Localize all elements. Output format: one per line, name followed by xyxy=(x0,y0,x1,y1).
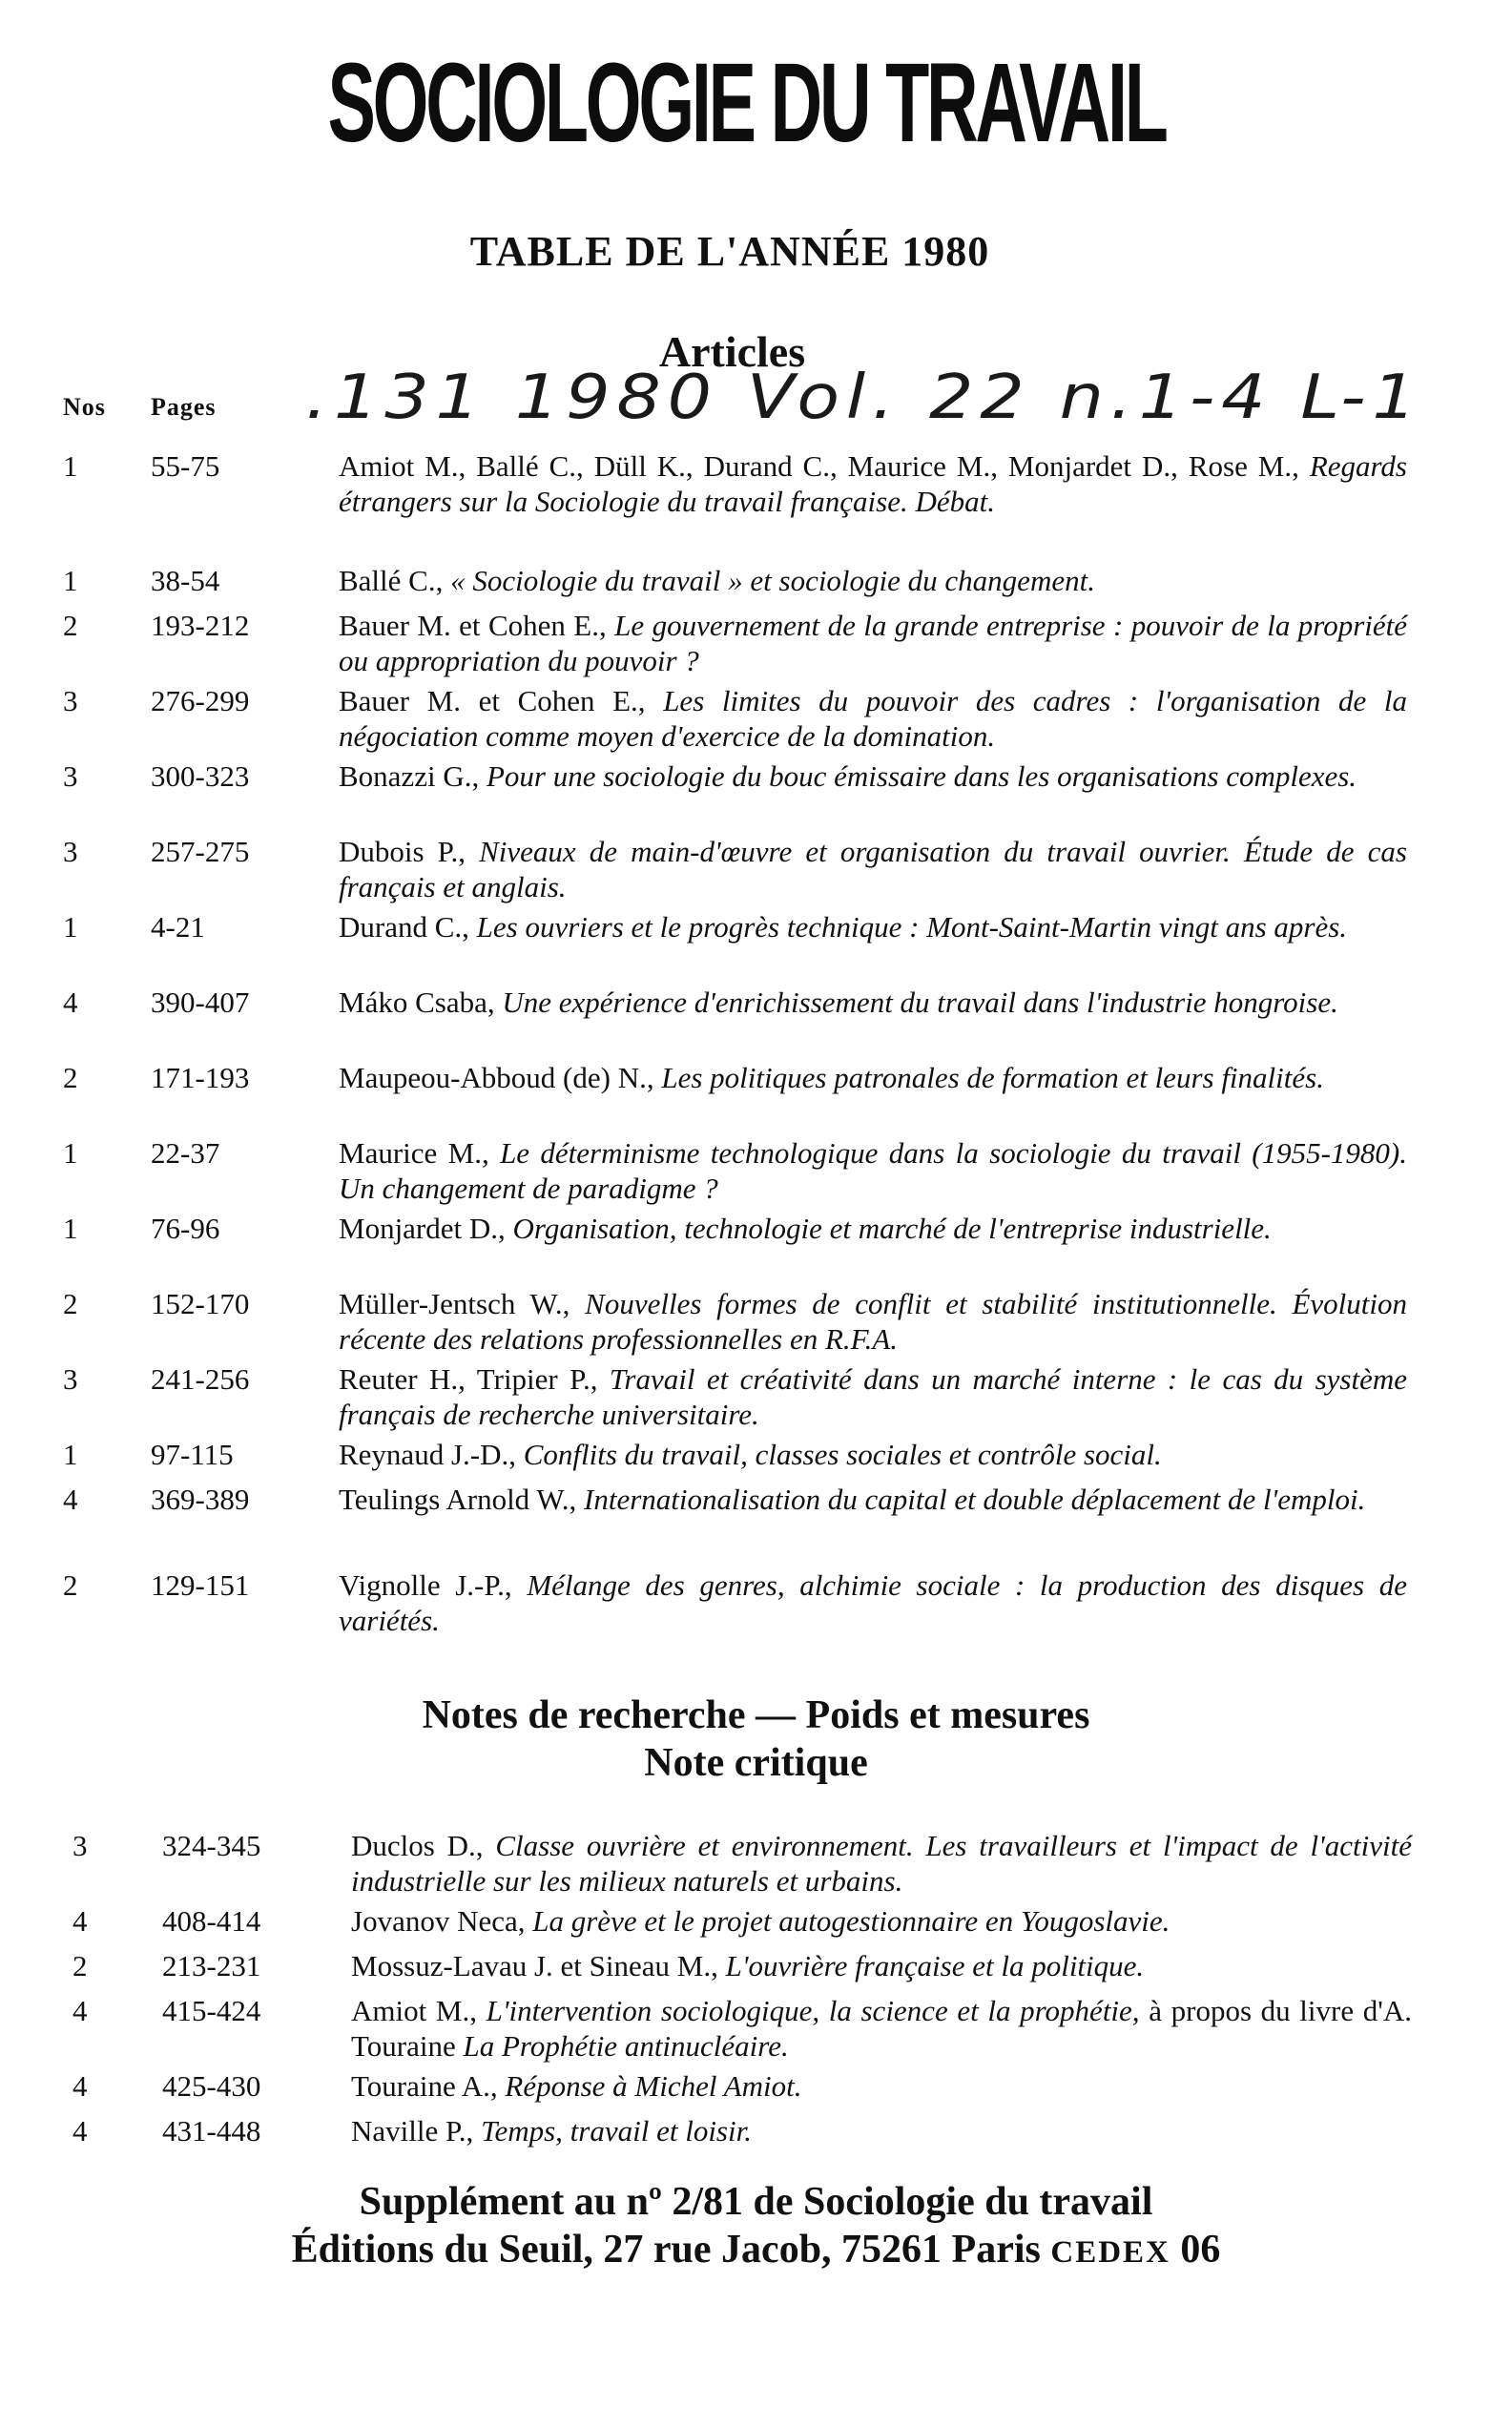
article-reference xyxy=(339,1211,1407,1246)
issue-number: 2 xyxy=(63,1061,78,1094)
page-range: 22-37 xyxy=(151,1136,220,1170)
article-title: Niveaux de main-d'œuvre et organisation du travail ouvrier. Étude de cas français et anglais. xyxy=(339,835,1407,903)
page-range: 408-414 xyxy=(162,1904,261,1938)
article-reference xyxy=(339,1567,1407,1638)
issue-number: 1 xyxy=(63,1438,78,1471)
issue-number: 2 xyxy=(63,609,78,642)
article-reference xyxy=(339,1482,1407,1517)
notes-heading-line-2: Note critique xyxy=(644,1741,868,1785)
issue-number: 1 xyxy=(63,564,78,597)
issue-number: 2 xyxy=(63,1568,78,1602)
note-title: L'intervention sociologique, la science et la prophétie, xyxy=(486,1994,1140,2027)
article-authors: Monjardet D., xyxy=(339,1212,513,1245)
issue-number: 4 xyxy=(63,1483,78,1516)
page-range: 76-96 xyxy=(151,1212,220,1245)
page-range: 300-323 xyxy=(151,759,250,793)
page-range: 425-430 xyxy=(162,2069,261,2103)
article-authors: Máko Csaba, xyxy=(339,986,503,1019)
note-reference xyxy=(351,2113,1412,2148)
note-title: La grève et le projet autogestionnaire en Yougoslavie. xyxy=(532,1904,1170,1938)
article-title: Organisation, technologie et marché de l'entreprise industrielle. xyxy=(512,1212,1272,1245)
article-reference xyxy=(339,1437,1407,1472)
issue-number: 1 xyxy=(63,449,78,483)
column-header-number: Nos xyxy=(63,393,106,421)
article-authors: Dubois P., xyxy=(339,835,480,868)
article-authors: Maurice M., xyxy=(339,1136,501,1170)
note-extra-title: La Prophétie antinucléaire. xyxy=(463,2029,789,2063)
article-authors: Durand C., xyxy=(339,910,477,944)
note-extra: à propos du livre d'A. Touraine xyxy=(351,1994,1412,2063)
footer-cedex: CEDEX xyxy=(1050,2235,1170,2270)
year-title: TABLE DE L'ANNÉE 1980 xyxy=(469,228,990,275)
column-header-pages: Pages xyxy=(151,393,217,421)
article-title: Internationalisation du capital et double déplacement de l'emploi. xyxy=(584,1483,1366,1516)
footer-publisher-address: Éditions du Seuil, 27 rue Jacob, 75261 Paris xyxy=(291,2228,1051,2272)
article-authors: Reuter H., Tripier P., xyxy=(339,1362,610,1396)
note-authors: Duclos D., xyxy=(351,1829,496,1862)
note-reference xyxy=(351,2068,1412,2104)
article-title: Pour une sociologie du bouc émissaire dans les organisations complexes. xyxy=(486,759,1357,793)
page-range: 257-275 xyxy=(151,835,250,868)
article-reference xyxy=(339,1286,1407,1357)
page-range: 193-212 xyxy=(151,609,250,642)
issue-number: 4 xyxy=(72,1994,88,2027)
supplement-footer xyxy=(0,2178,1512,2276)
issue-number: 4 xyxy=(72,2069,88,2103)
note-authors: Mossuz-Lavau J. et Sineau M., xyxy=(351,1949,726,1982)
article-authors: Bauer M. et Cohen E., xyxy=(339,609,615,642)
article-authors: Teulings Arnold W., xyxy=(339,1483,585,1516)
issue-number: 2 xyxy=(63,1287,78,1320)
issue-number: 4 xyxy=(72,1904,88,1938)
page-range: 4-21 xyxy=(151,910,205,944)
page-range: 390-407 xyxy=(151,986,250,1019)
footer-postal-suffix: 06 xyxy=(1170,2228,1221,2272)
page-range: 38-54 xyxy=(151,564,220,597)
page-range: 276-299 xyxy=(151,684,250,717)
article-title: Le déterminisme technologique dans la sociologie du travail (1955-1980). Un changement de paradigme ? xyxy=(339,1136,1408,1205)
issue-number: 3 xyxy=(63,835,78,868)
note-reference xyxy=(351,1948,1412,1983)
article-reference xyxy=(339,1060,1407,1095)
article-authors: Reynaud J.-D., xyxy=(339,1438,524,1471)
issue-number: 1 xyxy=(63,910,78,944)
article-authors: Bonazzi G., xyxy=(339,759,487,793)
notes-heading-line-1: Notes de recherche — Poids et mesures xyxy=(422,1693,1090,1737)
article-authors: Bauer M. et Cohen E., xyxy=(339,684,664,717)
article-title: Les limites du pouvoir des cadres : l'organisation de la négociation comme moyen d'exercice de la domination. xyxy=(339,684,1407,753)
issue-number: 1 xyxy=(63,1136,78,1170)
note-title: Réponse à Michel Amiot. xyxy=(505,2069,802,2103)
article-reference xyxy=(339,563,1407,598)
article-reference xyxy=(339,1135,1407,1206)
page-range: 369-389 xyxy=(151,1483,250,1516)
article-reference xyxy=(339,834,1407,904)
article-reference xyxy=(339,448,1407,519)
note-title: Temps, travail et loisir. xyxy=(481,2114,752,2148)
page-range: 129-151 xyxy=(151,1568,250,1602)
issue-number: 2 xyxy=(72,1949,88,1982)
article-authors: Maupeou-Abboud (de) N., xyxy=(339,1061,662,1094)
article-reference xyxy=(339,985,1407,1020)
article-title: Regards étrangers sur la Sociologie du travail française. Débat. xyxy=(339,449,1407,518)
article-title: Les ouvriers et le progrès technique : Mont-Saint-Martin vingt ans après. xyxy=(476,910,1348,944)
article-title: Les politiques patronales de formation et leurs finalités. xyxy=(661,1061,1324,1094)
note-title: L'ouvrière française et la politique. xyxy=(725,1949,1145,1982)
handwritten-annotation: .131 1980 Vol. 22 n.1-4 L-1 xyxy=(305,363,1423,433)
article-authors: Amiot M., Ballé C., Düll K., Durand C., Maurice M., Monjardet D., Rose M., xyxy=(339,449,1310,483)
issue-number: 4 xyxy=(72,2114,88,2148)
journal-masthead: SOCIOLOGIE DU TRAVAIL xyxy=(327,40,1166,166)
page-range: 241-256 xyxy=(151,1362,250,1396)
article-title: Mélange des genres, alchimie sociale : la production des disques de variétés. xyxy=(339,1568,1407,1637)
issue-number: 3 xyxy=(63,759,78,793)
issue-number: 1 xyxy=(63,1212,78,1245)
issue-number: 3 xyxy=(63,1362,78,1396)
note-reference xyxy=(351,1903,1412,1939)
footer-publisher-line xyxy=(0,2226,1512,2276)
note-title: Classe ouvrière et environnement. Les travailleurs et l'impact de l'activité industrielle sur les milieux naturels et urbains. xyxy=(351,1829,1412,1898)
article-authors: Ballé C., xyxy=(339,564,451,597)
issue-number: 3 xyxy=(72,1829,88,1862)
article-title: Travail et créativité dans un marché interne : le cas du système français de recherche universitaire. xyxy=(339,1362,1407,1431)
note-reference xyxy=(351,1993,1412,2064)
issue-number: 3 xyxy=(63,684,78,717)
page-range: 415-424 xyxy=(162,1994,261,2027)
article-authors: Müller-Jentsch W., xyxy=(339,1287,586,1320)
page-range: 431-448 xyxy=(162,2114,261,2148)
article-title: Une expérience d'enrichissement du travail dans l'industrie hongroise. xyxy=(502,986,1338,1019)
article-title: Conflits du travail, classes sociales et contrôle social. xyxy=(523,1438,1162,1471)
page-range: 97-115 xyxy=(151,1438,234,1471)
note-authors: Touraine A., xyxy=(351,2069,506,2103)
page-range: 171-193 xyxy=(151,1061,250,1094)
article-reference xyxy=(339,608,1407,678)
article-reference xyxy=(339,758,1407,794)
notes-heading xyxy=(0,1691,1512,1787)
article-reference xyxy=(339,909,1407,944)
note-authors: Naville P., xyxy=(351,2114,482,2148)
issue-number: 4 xyxy=(63,986,78,1019)
article-authors: Vignolle J.-P., xyxy=(339,1568,528,1602)
article-title: « Sociologie du travail » et sociologie du changement. xyxy=(450,564,1095,597)
page-range: 152-170 xyxy=(151,1287,250,1320)
page-range: 324-345 xyxy=(162,1829,261,1862)
article-title: Le gouvernement de la grande entreprise : pouvoir de la propriété ou appropriation du pouvoir ? xyxy=(339,609,1407,677)
article-title: Nouvelles formes de conflit et stabilité institutionnelle. Évolution récente des relations professionnelles en R.F.A. xyxy=(339,1287,1407,1356)
footer-supplement-line: Supplément au nº 2/81 de Sociologie du travail xyxy=(359,2180,1153,2224)
article-reference xyxy=(339,1361,1407,1432)
page-range: 55-75 xyxy=(151,449,220,483)
articles-heading: Articles xyxy=(658,327,806,376)
note-authors: Amiot M., xyxy=(351,1994,487,2027)
note-authors: Jovanov Neca, xyxy=(351,1904,533,1938)
note-reference xyxy=(351,1828,1412,1899)
page-range: 213-231 xyxy=(162,1949,261,1982)
article-reference xyxy=(339,683,1407,754)
